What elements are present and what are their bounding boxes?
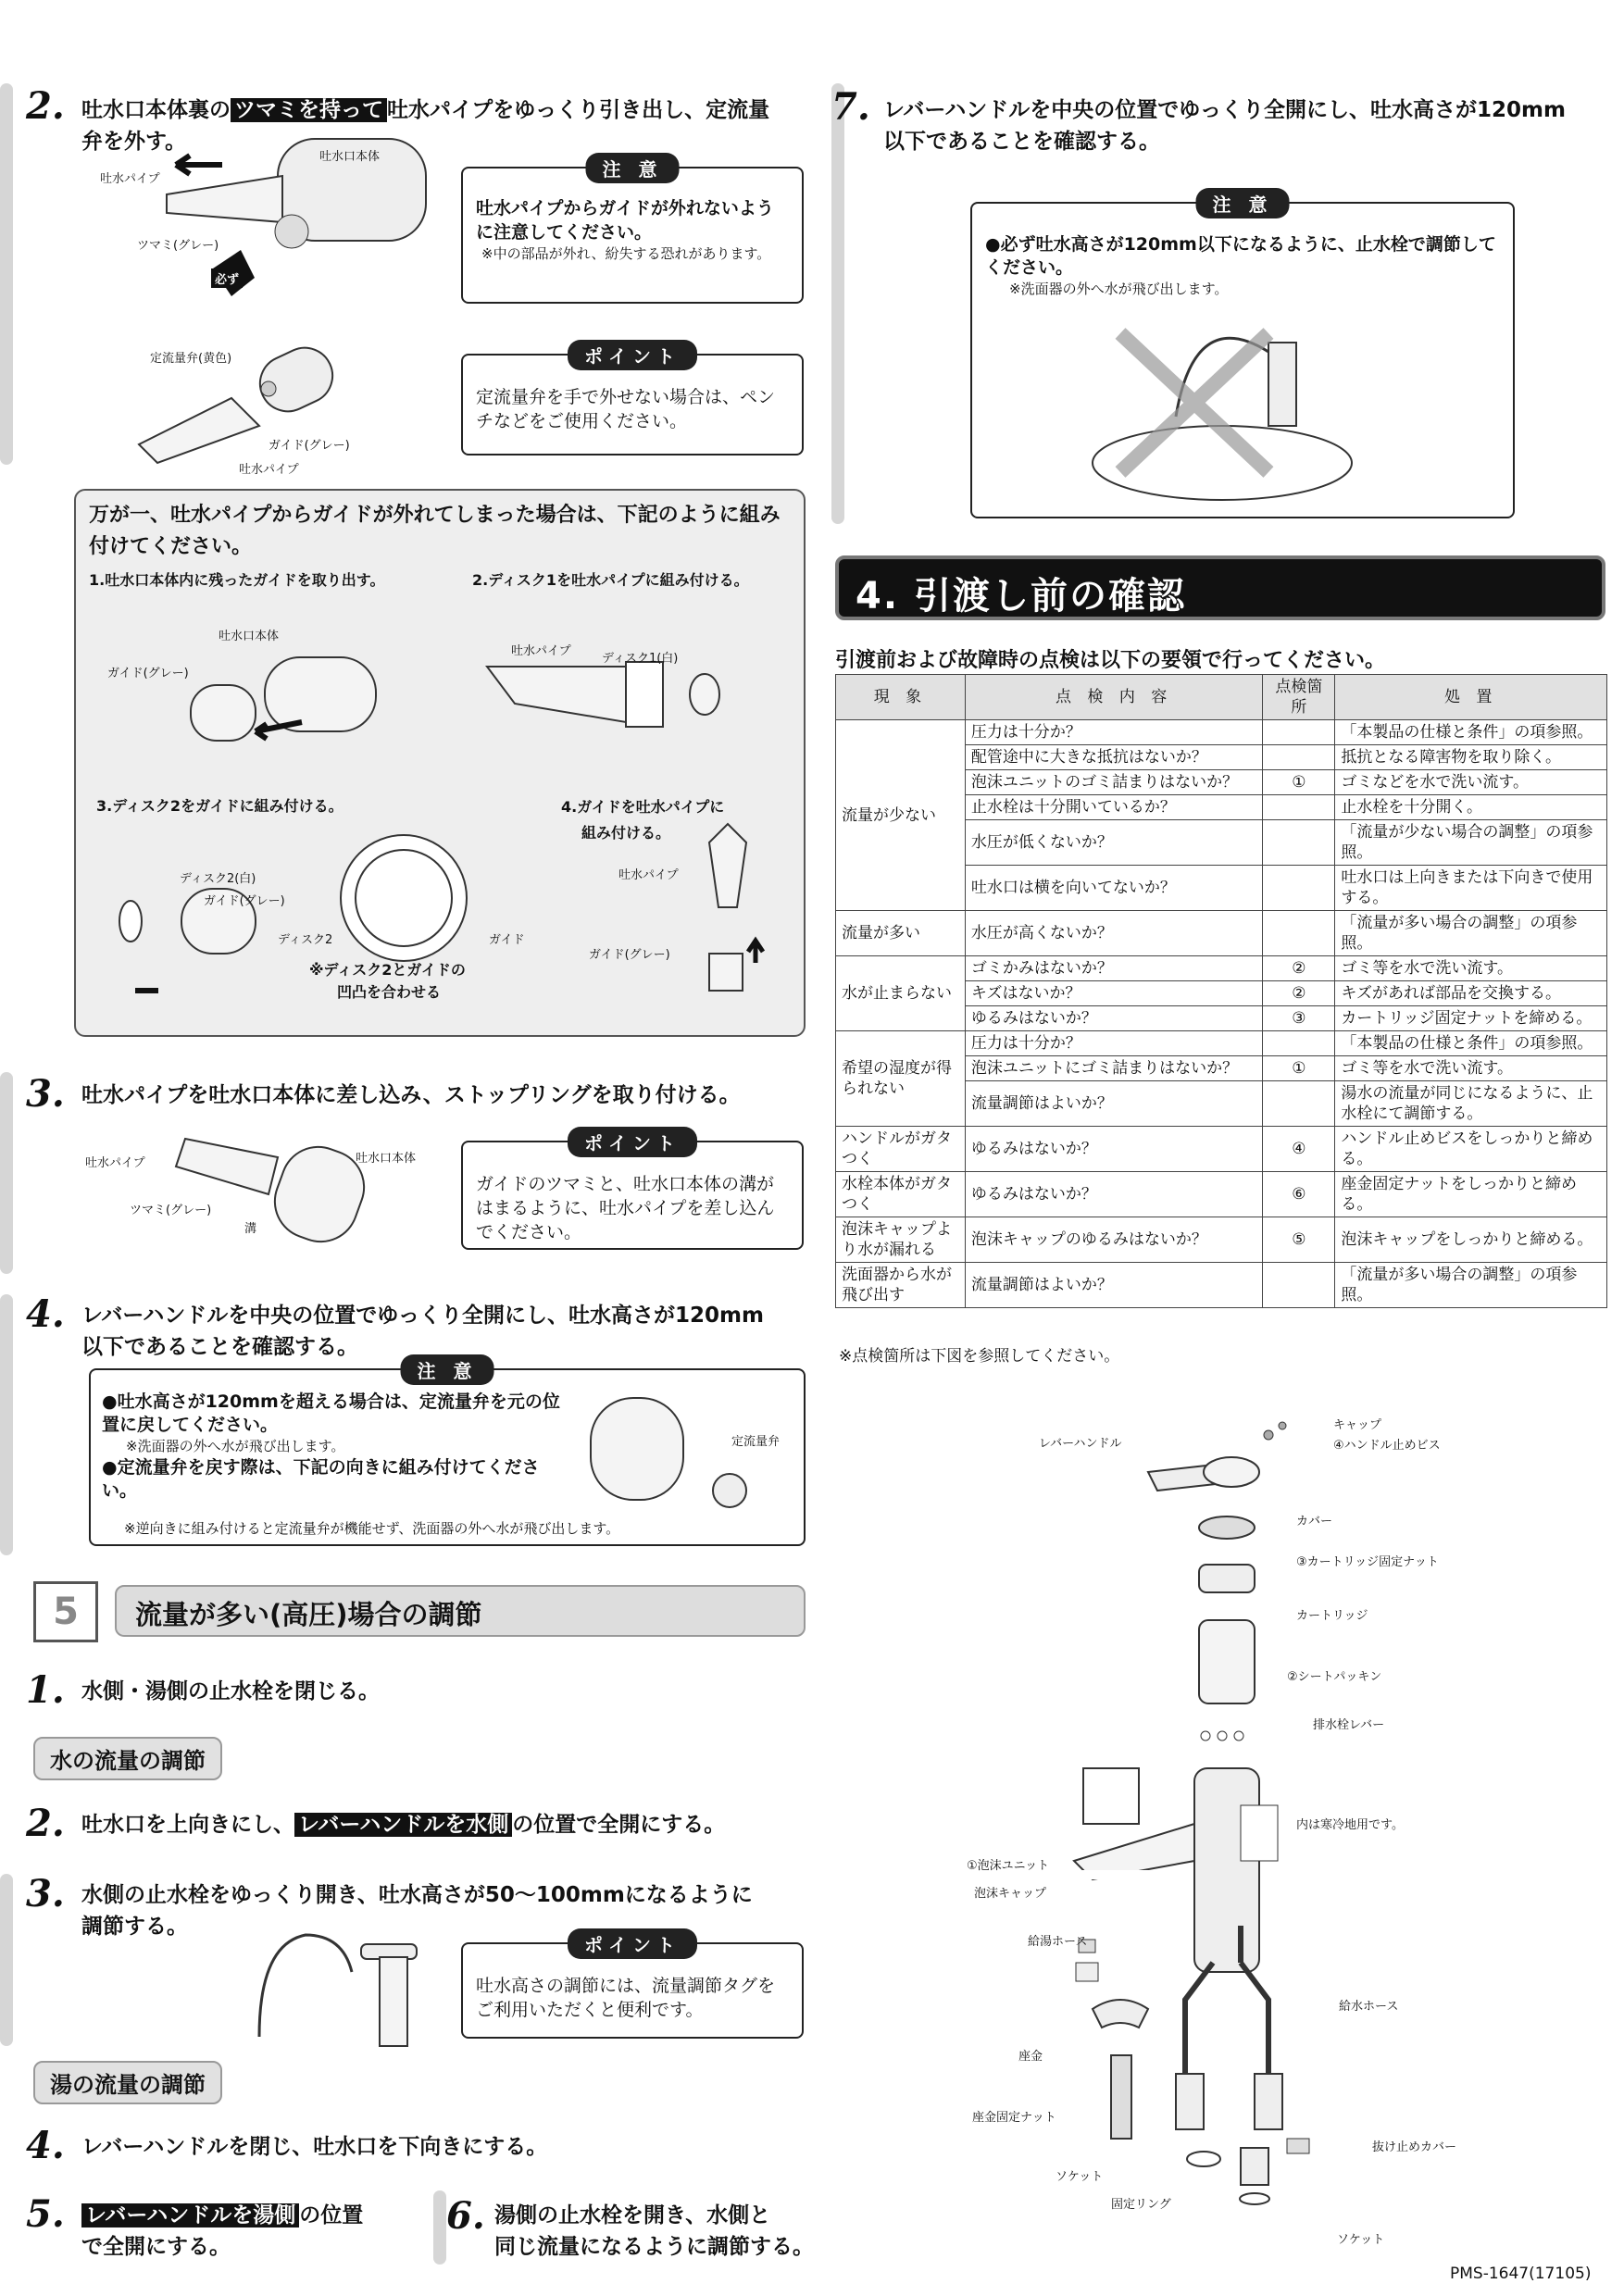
table-cell: 流量調節はよいか？ xyxy=(965,1081,1263,1127)
part-label-stop-cover: 抜け止めカバー xyxy=(1372,2140,1457,2154)
table-cell: 希望の湿度が得られない xyxy=(836,1031,966,1127)
guide-box-title: 万が一、吐水パイプからガイドが外れてしまった場合は、下記のように組み付けてください。 xyxy=(89,504,781,558)
part-label-foam-cap: 泡沫キャップ xyxy=(974,1887,1047,1901)
table-cell: ゴミ等を水で洗い流す。 xyxy=(1335,1056,1607,1081)
flow-valve-illustration xyxy=(572,1389,794,1528)
step-text: レバーハンドルを中央の位置でゆっくり全開にし、吐水高さが120mm 以下であることを確認する。 xyxy=(883,98,1566,154)
table-cell xyxy=(1263,820,1335,866)
table-cell: キズはないか？ xyxy=(965,981,1263,1006)
part-label-cold-hose: 給水ホース xyxy=(1339,2000,1399,2014)
point-box: ポイント 定流量弁を手で外せない場合は、ペンチなどをご使用ください。 xyxy=(461,354,804,455)
table-cell: 圧力は十分か？ xyxy=(965,1031,1263,1056)
guide-label-guide3: ガイド xyxy=(489,933,525,947)
label-guide: ガイド(グレー) xyxy=(269,439,350,453)
s3-label-pipe: 吐水パイプ xyxy=(85,1156,145,1170)
highlight: ツマミを持って xyxy=(231,98,387,122)
table-cell: ② xyxy=(1263,981,1335,1006)
overflow-warning-illustration xyxy=(1083,315,1417,500)
step-number: 2. xyxy=(26,1802,65,1845)
table-note: ※点検箇所は下図を参照してください。 xyxy=(839,1347,1120,1366)
guide-label-pipe3: 吐水パイプ xyxy=(618,868,679,882)
guide-note: ※ディスク2とガイドの 凹凸を合わせる xyxy=(309,961,466,1001)
part-label-lever: レバーハンドル xyxy=(1039,1437,1122,1451)
table-cell: 「流量が多い場合の調整」の項参照。 xyxy=(1335,1263,1607,1308)
caution-tag: 注 意 xyxy=(401,1354,494,1385)
part-label-drain: 排水栓レバー xyxy=(1313,1718,1385,1732)
table-cell xyxy=(1263,866,1335,911)
footer-code: PMS-1647(17105) xyxy=(1450,2265,1592,2283)
table-cell: ⑥ xyxy=(1263,1172,1335,1217)
part-label-foam-unit: ①泡沫ユニット xyxy=(967,1859,1050,1873)
table-cell: 洗面器から水が飛び出す xyxy=(836,1263,966,1308)
step-text: 湯側の止水栓を開き、水側と 同じ流量になるように調節する。 xyxy=(494,2203,814,2259)
step-number: 7. xyxy=(831,85,870,129)
table-cell: 泡沫キャップをしっかりと締める。 xyxy=(1335,1217,1607,1263)
table-cell: ゴミなどを水で洗い流す。 xyxy=(1335,770,1607,795)
point-box: ポイント 吐水高さの調節には、流量調節タグをご利用いただくと便利です。 xyxy=(461,1942,804,2039)
pipe-removal-illustration xyxy=(83,139,463,472)
step-text: 吐水口を上向きにし、 レバーハンドルを水側 の位置で全開にする。 xyxy=(81,1813,726,1837)
label-spout-pipe: 吐水パイプ xyxy=(100,172,160,186)
inspection-table xyxy=(835,674,1607,1308)
table-cell: ゆるみはないか？ xyxy=(965,1172,1263,1217)
label-spout-body: 吐水口本体 xyxy=(319,150,381,164)
table-cell: 水圧が高くないか？ xyxy=(965,911,1263,956)
guide-label-disk1: ディスク1(白) xyxy=(602,652,679,666)
table-cell: 吐水口は上向きまたは下向きで使用する。 xyxy=(1335,866,1607,911)
step-text: レバーハンドルを閉じ、吐水口を下向きにする。 xyxy=(81,2135,548,2159)
section-number-box: 5 xyxy=(33,1581,98,1642)
table-cell: 泡沫キャップより水が漏れる xyxy=(836,1217,966,1263)
step-number: 2. xyxy=(26,84,65,128)
part-label-washer-nut: 座金固定ナット xyxy=(972,2111,1056,2125)
table-cell: 泡沫ユニットにゴミ詰まりはないか？ xyxy=(965,1056,1263,1081)
table-cell xyxy=(1263,911,1335,956)
point-box: ポイント ガイドのツマミと、吐水口本体の溝がはまるように、吐水パイプを差し込んでください。 xyxy=(461,1141,804,1250)
table-cell: 水圧が低くないか？ xyxy=(965,820,1263,866)
part-label-washer: 座金 xyxy=(1018,2050,1043,2064)
label-pipe: 吐水パイプ xyxy=(239,463,299,477)
table-cell: 座金固定ナットをしっかりと締める。 xyxy=(1335,1172,1607,1217)
table-cell: キズがあれば部品を交換する。 xyxy=(1335,981,1607,1006)
table-cell: 泡沫キャップのゆるみはないか？ xyxy=(965,1217,1263,1263)
table-cell: ① xyxy=(1263,770,1335,795)
table-cell: 「本製品の仕様と条件」の項参照。 xyxy=(1335,720,1607,745)
table-cell: 流量が少ない xyxy=(836,720,966,911)
part-label-packing: ②シートパッキン xyxy=(1287,1670,1382,1684)
table-cell: ハンドルがガタつく xyxy=(836,1127,966,1172)
step-number: 4. xyxy=(26,1292,65,1336)
table-header: 点検箇所 xyxy=(1263,675,1335,720)
table-header: 処 置 xyxy=(1335,675,1607,720)
step-text: レバーハンドルを湯側 の位置 で全開にする。 xyxy=(81,2203,364,2259)
table-cell: 「流量が多い場合の調整」の項参照。 xyxy=(1335,911,1607,956)
pipe-insert-illustration xyxy=(167,1120,389,1250)
subsection-water: 水の流量の調節 xyxy=(33,1737,222,1780)
table-header: 点 検 内 容 xyxy=(965,675,1263,720)
table-cell: ④ xyxy=(1263,1127,1335,1172)
table-cell: ゆるみはないか？ xyxy=(965,1006,1263,1031)
label-flow-valve: 定流量弁 xyxy=(731,1435,781,1449)
guide-label-guide2: ガイド(グレー) xyxy=(204,894,285,908)
step-number: 3. xyxy=(26,1872,65,1915)
table-cell: 圧力は十分か？ xyxy=(965,720,1263,745)
table-cell: ゴミかみはないか？ xyxy=(965,956,1263,981)
step-number: 5. xyxy=(26,2192,65,2236)
table-cell xyxy=(1263,795,1335,820)
part-label-nut: ③カートリッジ固定ナット xyxy=(1296,1555,1439,1569)
inspection-intro: 引渡前および故障時の点検は以下の要領で行ってください。 xyxy=(835,649,1386,672)
table-cell: 流量が多い xyxy=(836,911,966,956)
part-label-cartridge: カートリッジ xyxy=(1296,1609,1368,1623)
point-tag: ポイント xyxy=(568,1127,697,1157)
table-cell: 流量調節はよいか？ xyxy=(965,1263,1263,1308)
part-label-ring: 固定リング xyxy=(1111,2198,1171,2212)
section-4-title: 4. 引渡し前の確認 xyxy=(835,555,1605,620)
point-tag: ポイント xyxy=(568,340,697,370)
table-cell xyxy=(1263,1263,1335,1308)
s3-label-knob: ツマミ(グレー) xyxy=(130,1204,212,1217)
caution-box: 注 意 吐水パイプからガイドが外れないように注意してください。 ※中の部品が外れ、紛失する恐れがあります。 xyxy=(461,167,804,304)
part-label-hot-hose: 給湯ホース xyxy=(1028,1935,1088,1949)
part-label-socket1: ソケット xyxy=(1056,2170,1104,2184)
guide-step2: 2.ディスク1を吐水パイプに組み付ける。 xyxy=(472,571,749,589)
caution-box: 注 意 ●吐水高さが120mmを超える場合は、定流量弁を元の位置に戻してください。 ※洗面器の外へ水が飛び出します。 ●定流量弁を戻す際は、下記の向きに組み付けてください。 ※逆向きに組み付けると定流量弁が機能せず、洗面器の外へ水が飛び出します。 定流量弁 xyxy=(89,1368,806,1546)
guide-label-pipe: 吐水パイプ xyxy=(511,644,571,658)
table-cell: ハンドル止めビスをしっかりと締める。 xyxy=(1335,1127,1607,1172)
table-cell xyxy=(1263,745,1335,770)
table-cell: 水栓本体がガタつく xyxy=(836,1172,966,1217)
step-number: 3. xyxy=(26,1072,65,1116)
step-text: 水側の止水栓をゆっくり開き、吐水高さが50〜100mmになるように 調節する。 xyxy=(81,1883,753,1939)
table-cell xyxy=(1263,720,1335,745)
s3-label-body: 吐水口本体 xyxy=(356,1152,417,1166)
table-cell: ⑤ xyxy=(1263,1217,1335,1263)
table-cell: ゆるみはないか？ xyxy=(965,1127,1263,1172)
table-cell: 水が止まらない xyxy=(836,956,966,1031)
table-cell: 抵抗となる障害物を取り除く。 xyxy=(1335,745,1607,770)
step-number: 6. xyxy=(446,2194,485,2238)
height-adjust-illustration xyxy=(241,1916,426,2046)
s3-label-groove: 溝 xyxy=(244,1222,257,1236)
table-cell: 吐水口は横を向いてないか？ xyxy=(965,866,1263,911)
caution-tag: 注 意 xyxy=(1196,188,1290,218)
table-cell: 配管途中に大きな抵抗はないか？ xyxy=(965,745,1263,770)
subsection-hot: 湯の流量の調節 xyxy=(33,2061,222,2104)
table-cell: 止水栓を十分開く。 xyxy=(1335,795,1607,820)
guide-label-disk2b: ディスク2 xyxy=(278,933,333,947)
caution-box: 注 意 ●必ず吐水高さが120mm以下になるように、止水栓で調節してください。 ※洗面器の外へ水が飛び出します。 xyxy=(970,202,1515,518)
label-must: 必ず xyxy=(211,268,243,288)
step-text: 水側・湯側の止水栓を閉じる。 xyxy=(81,1679,380,1703)
part-label-cold: 内は寒冷地用です。 xyxy=(1296,1818,1404,1832)
guide-step3: 3.ディスク2をガイドに組み付ける。 xyxy=(96,797,344,815)
table-cell: 「流量が少ない場合の調整」の項参照。 xyxy=(1335,820,1607,866)
part-label-cover: カバー xyxy=(1296,1515,1333,1529)
guide-step1: 1.吐水口本体内に残ったガイドを取り出す。 xyxy=(89,571,385,589)
guide-label-guide: ガイド(グレー) xyxy=(107,667,189,680)
section-title: 流量が多い(高圧)場合の調節 xyxy=(115,1585,806,1637)
step-number: 1. xyxy=(26,1668,65,1712)
table-header: 現 象 xyxy=(836,675,966,720)
step-number: 4. xyxy=(26,2124,65,2167)
table-cell: ② xyxy=(1263,956,1335,981)
part-label-cap: キャップ xyxy=(1333,1418,1382,1432)
table-cell: ③ xyxy=(1263,1006,1335,1031)
part-label-screw: ④ハンドル止めビス xyxy=(1333,1439,1441,1453)
table-cell: 湯水の流量が同じになるように、止水栓にて調節する。 xyxy=(1335,1081,1607,1127)
point-tag: ポイント xyxy=(568,1928,697,1959)
part-label-socket2: ソケット xyxy=(1337,2233,1385,2247)
step-text: 吐水口本体裏の ツマミを持って 吐水パイプをゆっくり引き出し、定流量 弁を外す。 xyxy=(81,98,770,154)
caution-tag: 注 意 xyxy=(586,153,680,183)
guide-step4: 4.ガイドを吐水パイプに 組み付ける。 xyxy=(561,798,725,842)
faucet-exploded-diagram xyxy=(963,1407,1481,2259)
table-cell: ゴミ等を水で洗い流す。 xyxy=(1335,956,1607,981)
label-knob: ツマミ(グレー) xyxy=(137,239,219,253)
guide-label-disk2: ディスク2(白) xyxy=(180,872,256,886)
table-cell: 「本製品の仕様と条件」の項参照。 xyxy=(1335,1031,1607,1056)
step-text: 吐水パイプを吐水口本体に差し込み、ストップリングを取り付ける。 xyxy=(81,1083,741,1107)
table-cell: 泡沫ユニットのゴミ詰まりはないか？ xyxy=(965,770,1263,795)
guide-label-guide4: ガイド(グレー) xyxy=(589,948,670,962)
table-cell xyxy=(1263,1031,1335,1056)
table-cell: 止水栓は十分開いているか？ xyxy=(965,795,1263,820)
label-flow-valve: 定流量弁(黄色) xyxy=(150,352,232,366)
table-cell: カートリッジ固定ナットを締める。 xyxy=(1335,1006,1607,1031)
table-cell xyxy=(1263,1081,1335,1127)
step-text: レバーハンドルを中央の位置でゆっくり全開にし、吐水高さが120mm 以下であることを確認する。 xyxy=(81,1304,764,1359)
table-cell: ① xyxy=(1263,1056,1335,1081)
guide-label-body: 吐水口本体 xyxy=(219,630,280,643)
